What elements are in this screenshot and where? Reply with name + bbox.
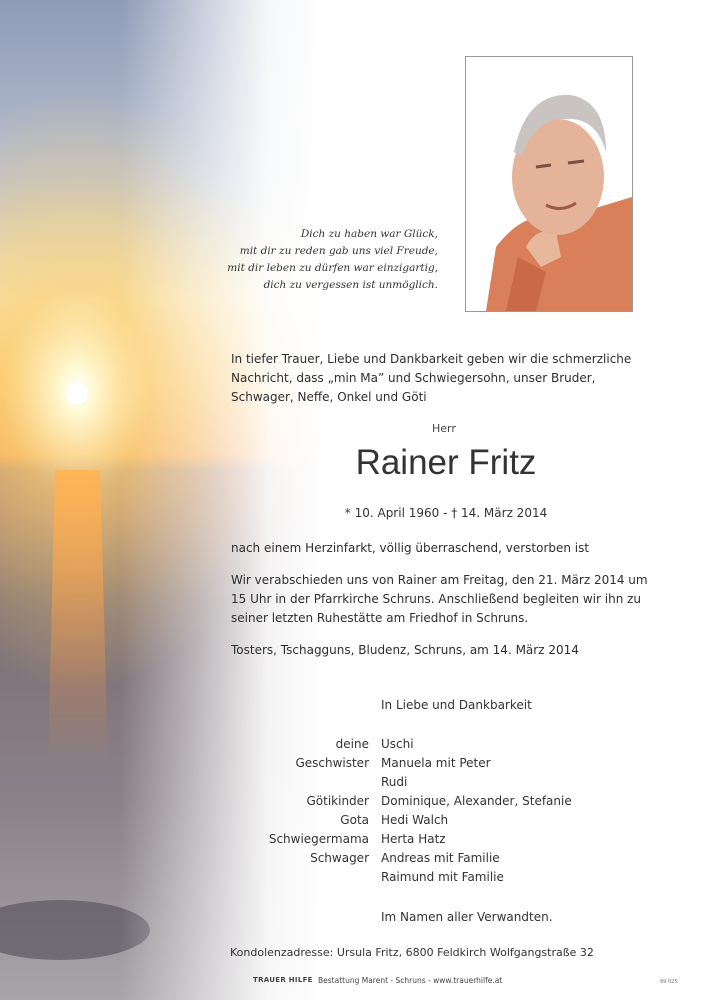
memorial-quote [210,226,438,294]
condolence-address: Kondolenzadresse: Ursula Fritz, 6800 Feldkirch Wolfgangstraße 32 [230,946,594,959]
portrait-photo [465,56,633,312]
family-row [220,813,620,832]
family-row [220,832,620,851]
family-value: Hedi Walch [381,813,449,827]
quote-line: dich zu vergessen ist unmöglich. [263,279,438,291]
family-label: Götikinder [306,794,369,808]
family-value: Raimund mit Familie [381,870,504,884]
family-row [220,794,620,813]
family-row [220,775,620,794]
life-dates: * 10. April 1960 - † 14. März 2014 [344,506,548,520]
family-value: Rudi [381,775,408,789]
family-row [220,737,620,756]
print-code: 99 025 [660,979,678,985]
quote-line: mit dir leben zu dürfen war einzigartig, [227,262,438,274]
family-label: Schwager [310,851,369,865]
announcement-intro: In tiefer Trauer, Liebe und Dankbarkeit geben wir die schmerzliche Nachricht, dass „min Ma” und Schwiegersohn, unser Bruder, Schwager, Neffe, Onkel und Göti [231,352,632,404]
quote-line: mit dir zu reden gab uns viel Freude, [239,245,438,257]
brand-logo: TRAUER HILFE [253,976,313,984]
family-row [220,870,620,889]
deceased-name: Rainer Fritz [355,443,537,482]
closing-line: Im Namen aller Verwandten. [381,910,553,924]
family-list [220,737,620,889]
footer [0,972,707,992]
places-and-date: Tosters, Tschagguns, Bludenz, Schruns, am 14. März 2014 [231,643,579,657]
family-value: Herta Hatz [381,832,446,846]
family-value: Dominique, Alexander, Stefanie [381,794,572,808]
love-line: In Liebe und Dankbarkeit [381,698,532,712]
quote-line: Dich zu haben war Glück, [300,228,438,240]
farewell-details: Wir verabschieden uns von Rainer am Freitag, den 21. März 2014 um 15 Uhr in der Pfarrkirche Schruns. Anschließend begleiten wir ihn zu seiner letzten Ruhestätte am Friedhof in Schruns. [231,573,648,625]
cause-of-death: nach einem Herzinfarkt, völlig überraschend, verstorben ist [231,541,590,555]
family-label: Schwiegermama [268,832,369,846]
family-row [220,756,620,775]
family-row [220,851,620,870]
family-label: Geschwister [295,756,369,770]
family-value: Uschi [381,737,414,751]
undertaker-info: Bestattung Marent - Schruns - www.trauerhilfe.at [318,976,503,985]
family-label: deine [335,737,369,751]
salutation: Herr [432,422,456,435]
family-value: Andreas mit Familie [381,851,500,865]
family-label: Gota [340,813,369,827]
family-value: Manuela mit Peter [381,756,491,770]
